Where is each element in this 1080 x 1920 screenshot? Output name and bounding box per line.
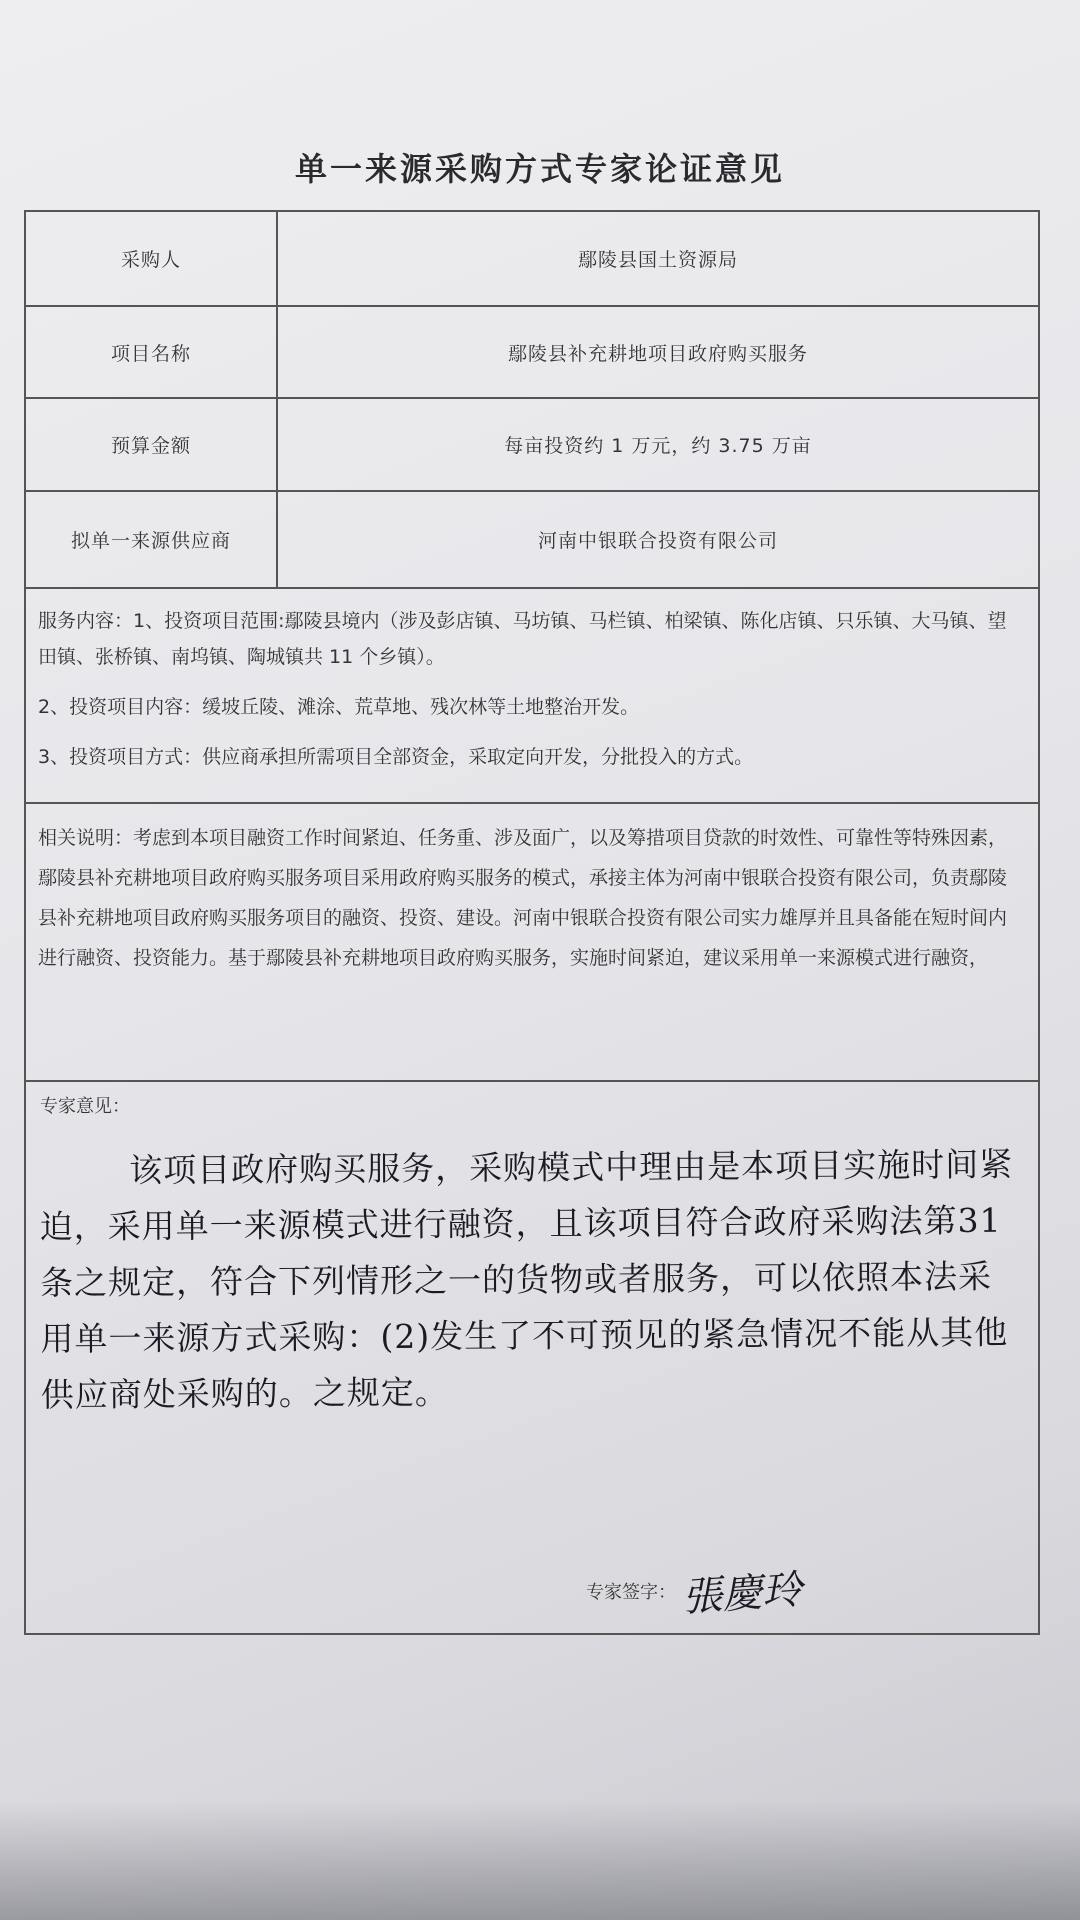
service-content-line-3: 3、投资项目方式：供应商承担所需项目全部资金，采取定向开发，分批投入的方式。 <box>38 746 754 768</box>
row-purchaser <box>26 212 1038 307</box>
document-title: 单一来源采购方式专家论证意见 <box>294 150 785 188</box>
expert-opinion-label: 专家意见： <box>40 1096 130 1117</box>
purchaser-label: 采购人 <box>26 212 278 305</box>
handwritten-opinion-text: 该项目政府购买服务，采购模式中理由是本项目实施时间紧迫，采用单一来源模式进行融资，且该项目符合政府采购法第31条之规定，符合下列情形之一的货物或者服务，可以依照本法采用单一来源方式采购：(2)发生了不可预见的紧急情况不能从其他供应商处采购的。之规定。 <box>39 1144 1014 1415</box>
expert-opinion-section <box>26 1082 1038 1632</box>
project-name-label: 项目名称 <box>26 307 278 397</box>
expert-signature: 張慶玲 <box>680 1566 804 1622</box>
explanation-text: 相关说明：考虑到本项目融资工作时间紧迫、任务重、涉及面广，以及筹措项目贷款的时效性、可靠性等特殊因素，鄢陵县补充耕地项目政府购买服务项目采用政府购买服务的模式，承接主体为河南中银联合投资有限公司，负责鄢陵县补充耕地项目政府购买服务项目的融资、投资、建设。河南中银联合投资有限公司实力雄厚并且具备能在短时间内进行融资、投资能力。基于鄢陵县补充耕地项目政府购买服务，实施时间紧迫，建议采用单一来源模式进行融资， <box>38 827 1008 969</box>
signature-row <box>586 1562 804 1622</box>
service-content-line-1: 服务内容：1、投资项目范围:鄢陵县境内（涉及彭店镇、马坊镇、马栏镇、柏梁镇、陈化店镇、只乐镇、大马镇、望田镇、张桥镇、南坞镇、陶城镇共 11 个乡镇）。 <box>38 610 1007 668</box>
photo-shadow <box>0 1800 1080 1920</box>
handwritten-opinion <box>39 1137 1025 1424</box>
supplier-value: 河南中银联合投资有限公司 <box>537 530 778 552</box>
row-project-name <box>26 307 1038 399</box>
row-supplier <box>26 492 1038 589</box>
row-budget <box>26 399 1038 492</box>
explanation-section <box>26 804 1038 1082</box>
budget-label: 预算金额 <box>26 399 278 490</box>
purchaser-value: 鄢陵县国土资源局 <box>577 249 738 271</box>
budget-value: 每亩投资约 1 万元，约 3.75 万亩 <box>504 435 812 457</box>
service-content-line-2: 2、投资项目内容：缓坡丘陵、滩涂、荒草地、残次林等土地整治开发。 <box>38 696 640 718</box>
form-table <box>24 210 1040 1635</box>
project-name-value: 鄢陵县补充耕地项目政府购买服务 <box>507 342 808 365</box>
signature-label: 专家签字： <box>586 1581 676 1603</box>
supplier-label: 拟单一来源供应商 <box>26 492 278 587</box>
service-content-section <box>26 589 1038 804</box>
